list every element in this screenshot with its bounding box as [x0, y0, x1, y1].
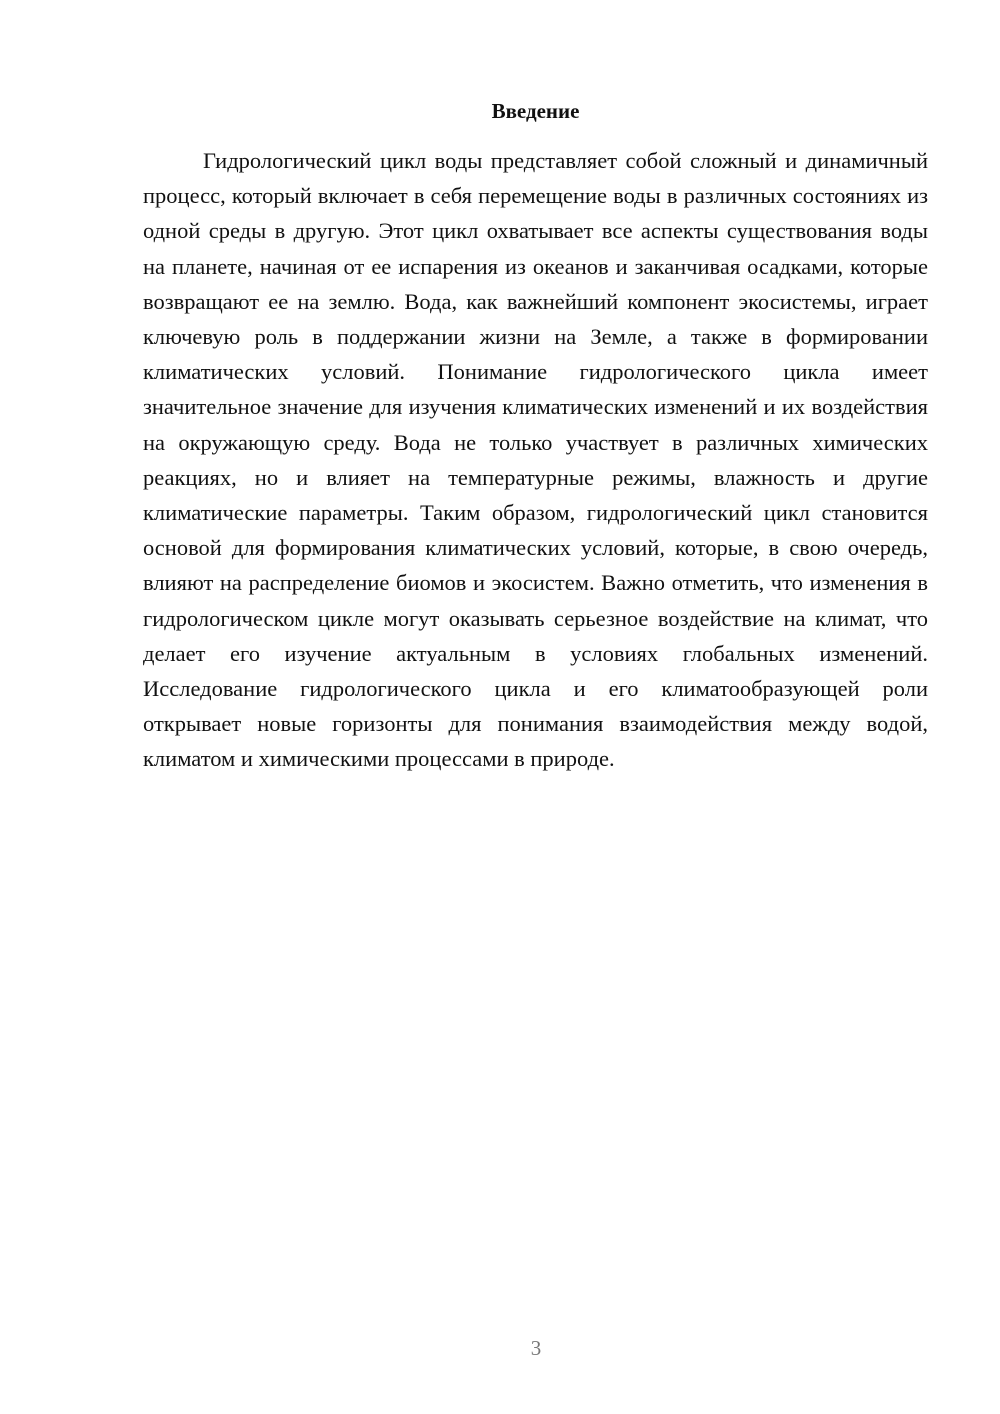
page-number: 3 — [530, 1336, 542, 1360]
body-paragraph: Гидрологический цикл воды представляет собой сложный и динамичный процесс, который включает в себя перемещение воды в различных состояниях из одной среды в другую. Этот цикл охватывает все аспекты существования воды на планете, начиная от ее испарения из океанов и заканчивая осадками, которые возвращают ее на землю. Вода, как важнейший компонент экосистемы, играет ключевую роль в поддержании жизни на Земле, а также в формировании климатических условий. Понимание гидрологического цикла имеет значительное значение для изучения климатических изменений и их воздействия на окружающую среду. Вода не только участвует в различных химических реакциях, но и влияет на температурные режимы, влажность и другие климатические параметры. Таким образом, гидрологический цикл становится основой для формирования климатических условий, которые, в свою очередь, влияют на распределение биомов и экосистем. Важно отметить, что изменения в гидрологическом цикле могут оказывать серьезное воздействие на климат, что делает его изучение актуальным в условиях глобальных изменений. Исследование гидрологического цикла и его климатообразующей роли открывает новые горизонты для понимания взаимодействия между водой, климатом и химическими процессами в природе. — [143, 148, 928, 772]
section-heading: Введение — [491, 99, 580, 123]
